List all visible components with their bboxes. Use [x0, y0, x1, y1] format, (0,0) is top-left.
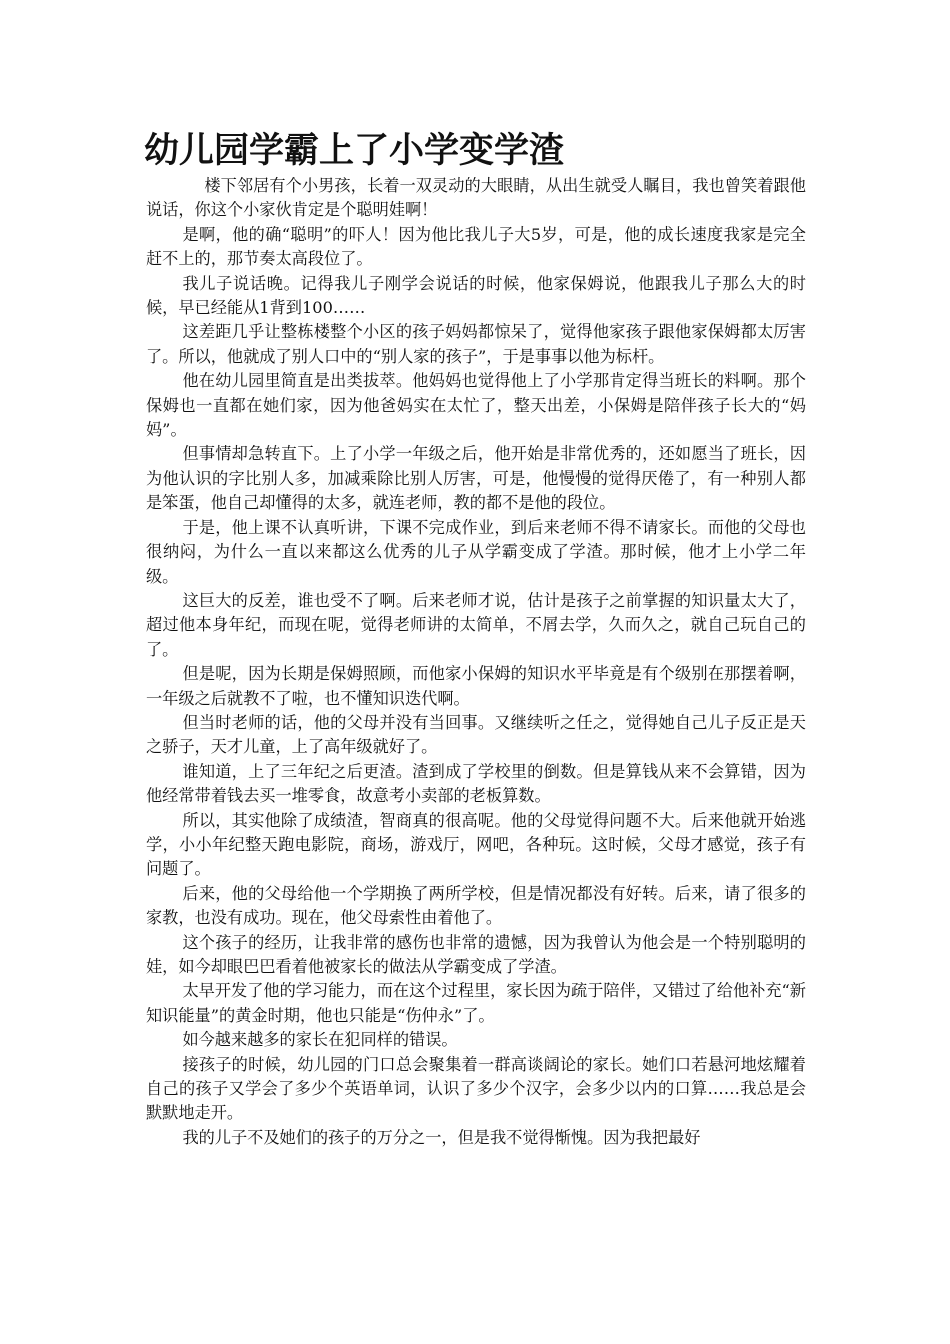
paragraph: 太早开发了他的学习能力，而在这个过程里，家长因为疏于陪伴，又错过了给他补充“新知识能量”的黄金时期，他也只能是“伤仲永”了。: [146, 981, 806, 1025]
paragraph: 但当时老师的话，他的父母并没有当回事。又继续听之任之，觉得她自己儿子反正是天之骄子，天才儿童，上了高年级就好了。: [146, 712, 806, 757]
paragraph: 谁知道，上了三年纪之后更渣。渣到成了学校里的倒数。但是算钱从来不会算错，因为他经常带着钱去买一堆零食，故意考小卖部的老板算数。: [146, 761, 806, 806]
paragraph: 接孩子的时候，幼儿园的门口总会聚集着一群高谈阔论的家长。她们口若悬河地炫耀着自己的孩子又学会了多少个英语单词，认识了多少个汉字，会多少以内的口算……我总是会默默地走开。: [146, 1054, 806, 1123]
paragraph: 我儿子说话晚。记得我儿子刚学会说话的时候，他家保姆说，他跟我儿子那么大的时候，早已经能从1背到100……: [146, 273, 806, 318]
paragraph: 他在幼儿园里简直是出类拔萃。他妈妈也觉得他上了小学那肯定得当班长的料啊。那个保姆也一直都在她们家，因为他爸妈实在太忙了，整天出差，小保姆是陪伴孩子长大的“妈妈”。: [146, 371, 806, 440]
paragraph: 是啊，他的确“聪明”的吓人！因为他比我儿子大5岁，可是，他的成长速度我家是完全赶不上的，那节奏太高段位了。: [146, 224, 806, 269]
paragraph: 但事情却急转直下。上了小学一年级之后，他开始是非常优秀的，还如愿当了班长，因为他认识的字比别人多，加减乘除比别人厉害，可是，他慢慢的觉得厌倦了，有一种别人都是笨蛋，他自己却懂得的太多，就连老师，教的都不是他的段位。: [146, 444, 806, 513]
paragraph: 我的儿子不及她们的孩子的万分之一，但是我不觉得惭愧。因为我把最好: [182, 1127, 701, 1147]
article-title: 幼儿园学霸上了小学变学渣: [144, 131, 565, 171]
paragraph: 这巨大的反差，谁也受不了啊。后来老师才说，估计是孩子之前掌握的知识量太大了，超过他本身年纪，而现在呢，觉得老师讲的太简单，不屑去学，久而久之，就自己玩自己的了。: [146, 590, 806, 659]
paragraph: 后来，他的父母给他一个学期换了两所学校，但是情况都没有好转。后来，请了很多的家教，也没有成功。现在，他父母索性由着他了。: [146, 883, 806, 928]
paragraph: 这差距几乎让整栋楼整个小区的孩子妈妈都惊呆了，觉得他家孩子跟他家保姆都太厉害了。所以，他就成了别人口中的“别人家的孩子”，于是事事以他为标杆。: [146, 322, 806, 366]
paragraph: 这个孩子的经历，让我非常的感伤也非常的遗憾，因为我曾认为他会是一个特别聪明的娃，如今却眼巴巴看着他被家长的做法从学霸变成了学渣。: [146, 932, 806, 976]
article-body: [146, 174, 806, 1150]
document-page: [146, 128, 806, 1150]
paragraph: 所以，其实他除了成绩渣，智商真的很高呢。他的父母觉得问题不大。后来他就开始逃学，小小年纪整天跑电影院，商场，游戏厅，网吧，各种玩。这时候，父母才感觉，孩子有问题了。: [146, 810, 806, 879]
paragraph: 于是，他上课不认真听讲，下课不完成作业，到后来老师不得不请家长。而他的父母也很纳闷，为什么一直以来都这么优秀的儿子从学霸变成了学渣。那时候，他才上小学二年级。: [146, 517, 806, 586]
paragraph: 如今越来越多的家长在犯同样的错误。: [182, 1030, 458, 1050]
paragraph: 但是呢，因为长期是保姆照顾，而他家小保姆的知识水平毕竟是有个级别在那摆着啊，一年级之后就教不了啦，也不懂知识迭代啊。: [146, 664, 806, 708]
paragraph: 楼下邻居有个小男孩，长着一双灵动的大眼睛，从出生就受人瞩目，我也曾笑着跟他说话，你这个小家伙肯定是个聪明娃啊！: [146, 176, 806, 220]
